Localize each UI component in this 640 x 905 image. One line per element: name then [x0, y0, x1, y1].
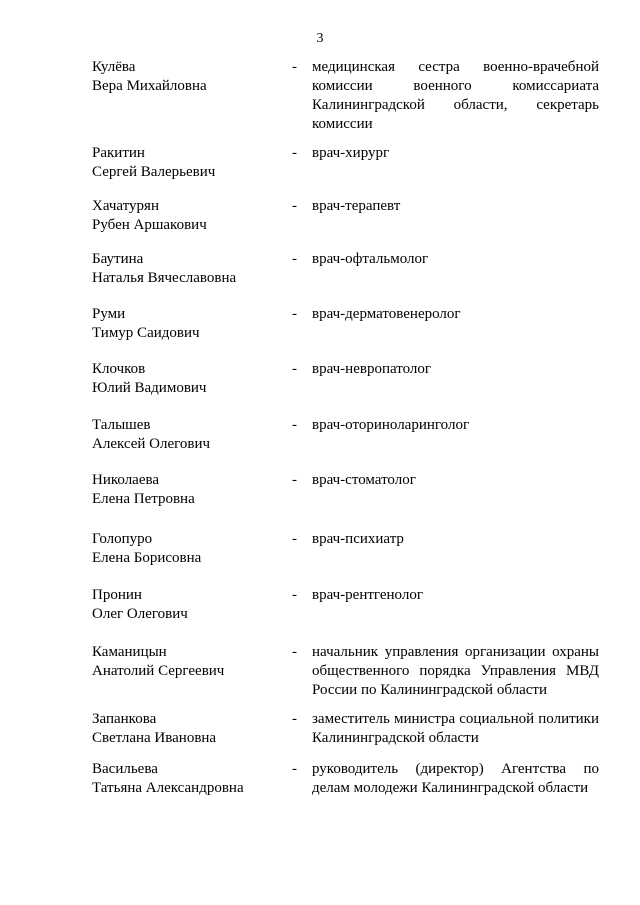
member-entry: [92, 760, 602, 840]
member-name: [92, 360, 282, 398]
member-given-names: Татьяна Александровна: [92, 780, 244, 796]
member-position: врач-психиатр: [312, 531, 404, 547]
dash-separator: -: [292, 361, 297, 377]
member-name: [92, 643, 282, 681]
member-name: [92, 305, 282, 343]
member-position: врач-невропатолог: [312, 361, 432, 377]
dash-separator: -: [292, 306, 297, 322]
member-surname: Николаева: [92, 472, 160, 488]
dash-separator: -: [292, 59, 297, 75]
dash-separator: -: [292, 198, 297, 214]
member-given-names: Тимур Саидович: [92, 325, 200, 341]
dash-separator: -: [292, 644, 297, 660]
member-name: [92, 710, 282, 748]
dash-separator: -: [292, 531, 297, 547]
member-position: начальник управления организации охраны общественного порядка Управления МВД России по Калининградской области: [312, 644, 599, 698]
member-position: врач-офтальмолог: [312, 251, 429, 267]
member-surname: Руми: [92, 306, 126, 322]
member-position: врач-хирург: [312, 145, 390, 161]
member-name: [92, 471, 282, 509]
member-given-names: Анатолий Сергеевич: [92, 663, 225, 679]
member-given-names: Наталья Вячеславовна: [92, 270, 237, 286]
member-name: [92, 250, 282, 288]
member-name: [92, 197, 282, 235]
member-given-names: Вера Михайловна: [92, 78, 207, 94]
dash-separator: -: [292, 251, 297, 267]
member-name: [92, 58, 282, 96]
dash-separator: -: [292, 417, 297, 433]
member-position: врач-стоматолог: [312, 472, 416, 488]
member-position: медицинская сестра военно-врачебной комиссии военного комиссариата Калининградской области, секретарь комиссии: [312, 59, 599, 132]
member-position: врач-оториноларинголог: [312, 417, 470, 433]
page-number: 3: [316, 31, 324, 46]
dash-separator: -: [292, 145, 297, 161]
member-given-names: Рубен Аршакович: [92, 217, 207, 233]
member-surname: Васильева: [92, 761, 158, 777]
member-position: врач-дерматовенеролог: [312, 306, 461, 322]
member-surname: Баутина: [92, 251, 144, 267]
member-given-names: Юлий Вадимович: [92, 380, 207, 396]
member-given-names: Алексей Олегович: [92, 436, 211, 452]
member-surname: Кулёва: [92, 59, 136, 75]
member-given-names: Светлана Ивановна: [92, 730, 217, 746]
member-given-names: Олег Олегович: [92, 606, 188, 622]
member-name: [92, 144, 282, 182]
dash-separator: -: [292, 472, 297, 488]
member-given-names: Сергей Валерьевич: [92, 164, 216, 180]
member-surname: Голопуро: [92, 531, 153, 547]
member-name: [92, 530, 282, 568]
member-given-names: Елена Петровна: [92, 491, 195, 507]
member-name: [92, 586, 282, 624]
member-surname: Талышев: [92, 417, 151, 433]
member-position: заместитель министра социальной политики Калининградской области: [312, 711, 599, 746]
member-surname: Каманицын: [92, 644, 167, 660]
member-position: руководитель (директор) Агентства по делам молодежи Калининградской области: [312, 761, 599, 796]
dash-separator: -: [292, 587, 297, 603]
member-surname: Пронин: [92, 587, 142, 603]
member-position: врач-терапевт: [312, 198, 401, 214]
dash-separator: -: [292, 761, 297, 777]
member-surname: Хачатурян: [92, 198, 159, 214]
dash-separator: -: [292, 711, 297, 727]
member-surname: Клочков: [92, 361, 146, 377]
member-given-names: Елена Борисовна: [92, 550, 202, 566]
member-name: [92, 416, 282, 454]
member-surname: Запанкова: [92, 711, 157, 727]
member-position: врач-рентгенолог: [312, 587, 423, 603]
member-entry: [92, 58, 602, 138]
member-surname: Ракитин: [92, 145, 145, 161]
member-name: [92, 760, 282, 798]
